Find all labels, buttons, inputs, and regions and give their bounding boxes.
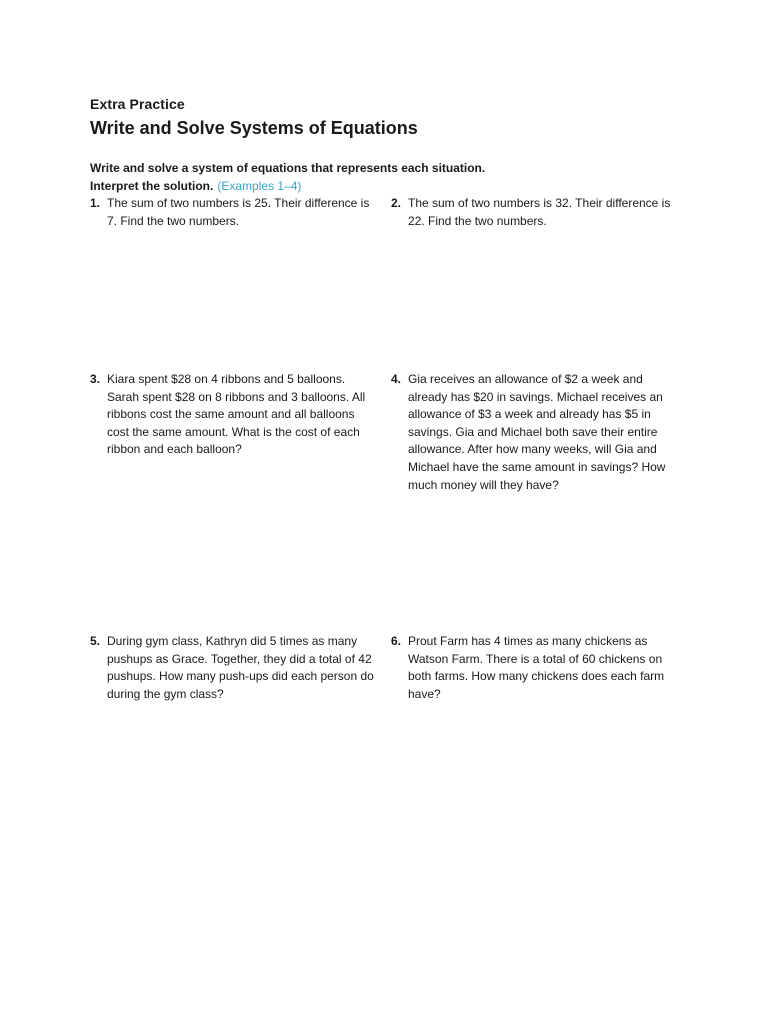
problem-text: Gia receives an allowance of $2 a week and already has $20 in savings. Michael receives an allowance of $3 a week and already has $5 in savings. Gia and Michael both save their entire allowance. After how many weeks, will Gia and Michael have the same amount in savings? How much money will they have? bbox=[408, 372, 666, 492]
instructions-line-2-text: Interpret the solution. bbox=[90, 179, 214, 193]
problem-6 bbox=[391, 633, 677, 703]
instructions-line-1: Write and solve a system of equations that represents each situation. bbox=[90, 161, 486, 175]
problem-number: 1. bbox=[90, 196, 101, 210]
problem-text: During gym class, Kathryn did 5 times as many pushups as Grace. Together, they did a total of 42 pushups. How many push-ups did each person do during the gym class? bbox=[107, 634, 374, 701]
section-eyebrow: Extra Practice bbox=[90, 96, 185, 112]
page-title: Write and Solve Systems of Equations bbox=[90, 118, 418, 138]
problem-text: Kiara spent $28 on 4 ribbons and 5 balloons. Sarah spent $28 on 8 ribbons and 3 balloons. All ribbons cost the same amount and all balloons cost the same amount. What is the cost of each ribbon and each balloon? bbox=[107, 372, 366, 457]
problem-2 bbox=[391, 195, 677, 230]
problem-number: 3. bbox=[90, 372, 101, 386]
problem-text: The sum of two numbers is 32. Their difference is 22. Find the two numbers. bbox=[408, 196, 671, 228]
instructions bbox=[90, 159, 690, 195]
problem-text: Prout Farm has 4 times as many chickens as Watson Farm. There is a total of 60 chickens on both farms. How many chickens does each farm have? bbox=[408, 634, 665, 701]
problem-1 bbox=[90, 195, 376, 230]
problem-number: 4. bbox=[391, 372, 402, 386]
problem-number: 2. bbox=[391, 196, 402, 210]
problem-4 bbox=[391, 371, 677, 494]
problem-number: 5. bbox=[90, 634, 101, 648]
instructions-line-2 bbox=[90, 177, 690, 195]
problem-5 bbox=[90, 633, 376, 703]
problem-number: 6. bbox=[391, 634, 402, 648]
examples-reference: (Examples 1–4) bbox=[217, 179, 302, 193]
problem-text: The sum of two numbers is 25. Their difference is 7. Find the two numbers. bbox=[107, 196, 370, 228]
problem-3 bbox=[90, 371, 376, 459]
